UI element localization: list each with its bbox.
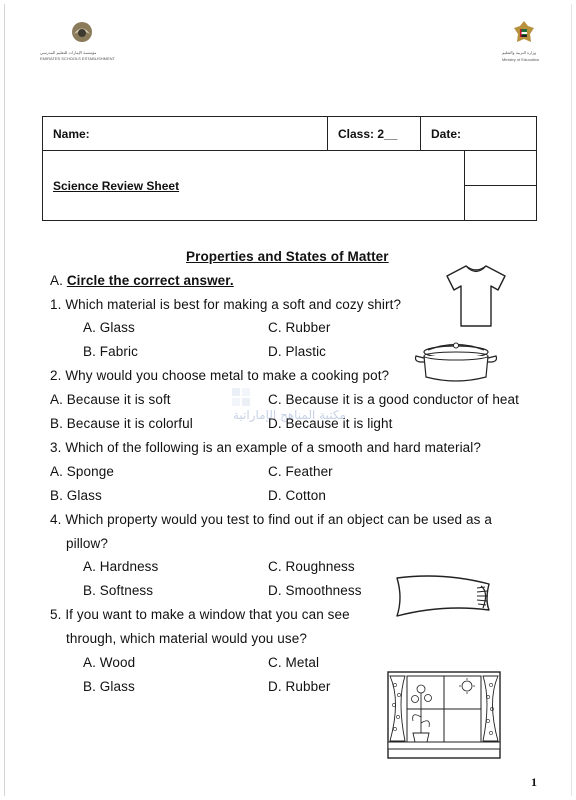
watermark-text: مكتبة المناهج الإماراتية (233, 408, 346, 422)
question-number: 2. (50, 368, 62, 383)
q3-option-b[interactable]: B. Glass (50, 488, 102, 503)
date-label: Date: (431, 126, 462, 141)
pillow-icon (391, 572, 499, 618)
q5-option-d[interactable]: D. Rubber (268, 679, 331, 694)
question-5-continued: through, which material would you use? (66, 631, 307, 646)
q3-option-d[interactable]: D. Cotton (268, 488, 326, 503)
q5-option-c[interactable]: C. Metal (268, 655, 320, 670)
q1-option-d[interactable]: D. Plastic (268, 344, 327, 359)
q2-option-b[interactable]: B. Because it is colorful (50, 416, 193, 431)
tshirt-icon (444, 263, 508, 329)
question-text: Which material is best for making a soft and cozy shirt? (65, 297, 402, 312)
q2-option-a[interactable]: A. Because it is soft (50, 392, 171, 407)
left-logo-text-english: EMIRATES SCHOOLS ESTABLISHMENT (40, 56, 115, 61)
q4-option-a[interactable]: A. Hardness (83, 559, 159, 574)
worksheet-title: Properties and States of Matter (186, 249, 389, 264)
question-number: 4. (50, 512, 62, 527)
score-cell-bottom[interactable] (465, 186, 537, 221)
name-cell[interactable] (43, 117, 328, 151)
question-4 (50, 512, 492, 527)
ese-emblem-icon (68, 20, 96, 48)
right-logo-text-english: Ministry of Education (502, 57, 540, 62)
question-text: Which property would you test to find out if an object can be used as a (65, 512, 492, 527)
question-number: 1. (50, 297, 62, 312)
section-a-heading (50, 273, 234, 288)
question-text: Why would you choose metal to make a cooking pot? (65, 368, 390, 383)
left-logo-text-arabic: مؤسسة الإمارات للتعليم المدرسي (40, 50, 97, 55)
question-2 (50, 368, 389, 383)
ministry-of-education-logo (500, 20, 548, 66)
q1-option-b[interactable]: B. Fabric (83, 344, 138, 359)
section-a-instruction: Circle the correct answer. (66, 273, 234, 288)
right-logo-text-arabic: وزارة التربية والتعليم (502, 50, 537, 55)
date-cell[interactable] (421, 117, 537, 151)
name-label: Name: (53, 126, 90, 141)
question-5 (50, 607, 350, 622)
question-text: Which of the following is an example of a smooth and hard material? (65, 440, 481, 455)
question-text: If you want to make a window that you can see (65, 607, 350, 622)
q2-option-c[interactable]: C. Because it is a good conductor of heat (268, 392, 520, 407)
page-number: 1 (531, 775, 537, 789)
student-info-table (42, 116, 537, 221)
q5-option-a[interactable]: A. Wood (83, 655, 136, 670)
q2-option-d[interactable]: D. Because it is light (268, 416, 393, 431)
q1-option-c[interactable]: C. Rubber (268, 320, 331, 335)
question-3 (50, 440, 481, 455)
question-1 (50, 297, 401, 312)
question-number: 5. (50, 607, 62, 622)
sheet-title: Science Review Sheet (53, 178, 180, 193)
q3-option-c[interactable]: C. Feather (268, 464, 333, 479)
uae-emblem-icon (512, 20, 536, 46)
score-cell-top[interactable] (465, 151, 537, 186)
sheet-title-cell (43, 151, 465, 221)
section-a-letter: A. (50, 273, 63, 288)
cooking-pot-icon (414, 343, 498, 385)
question-number: 3. (50, 440, 62, 455)
class-cell[interactable] (328, 117, 421, 151)
class-label: Class: 2__ (338, 126, 398, 141)
question-4-continued: pillow? (66, 536, 108, 551)
window-icon (387, 671, 501, 759)
emirates-schools-logo (40, 20, 132, 62)
q3-option-a[interactable]: A. Sponge (50, 464, 114, 479)
q1-option-a[interactable]: A. Glass (83, 320, 135, 335)
q4-option-b[interactable]: B. Softness (83, 583, 154, 598)
q5-option-b[interactable]: B. Glass (83, 679, 135, 694)
q4-option-c[interactable]: C. Roughness (268, 559, 355, 574)
q4-option-d[interactable]: D. Smoothness (268, 583, 362, 598)
